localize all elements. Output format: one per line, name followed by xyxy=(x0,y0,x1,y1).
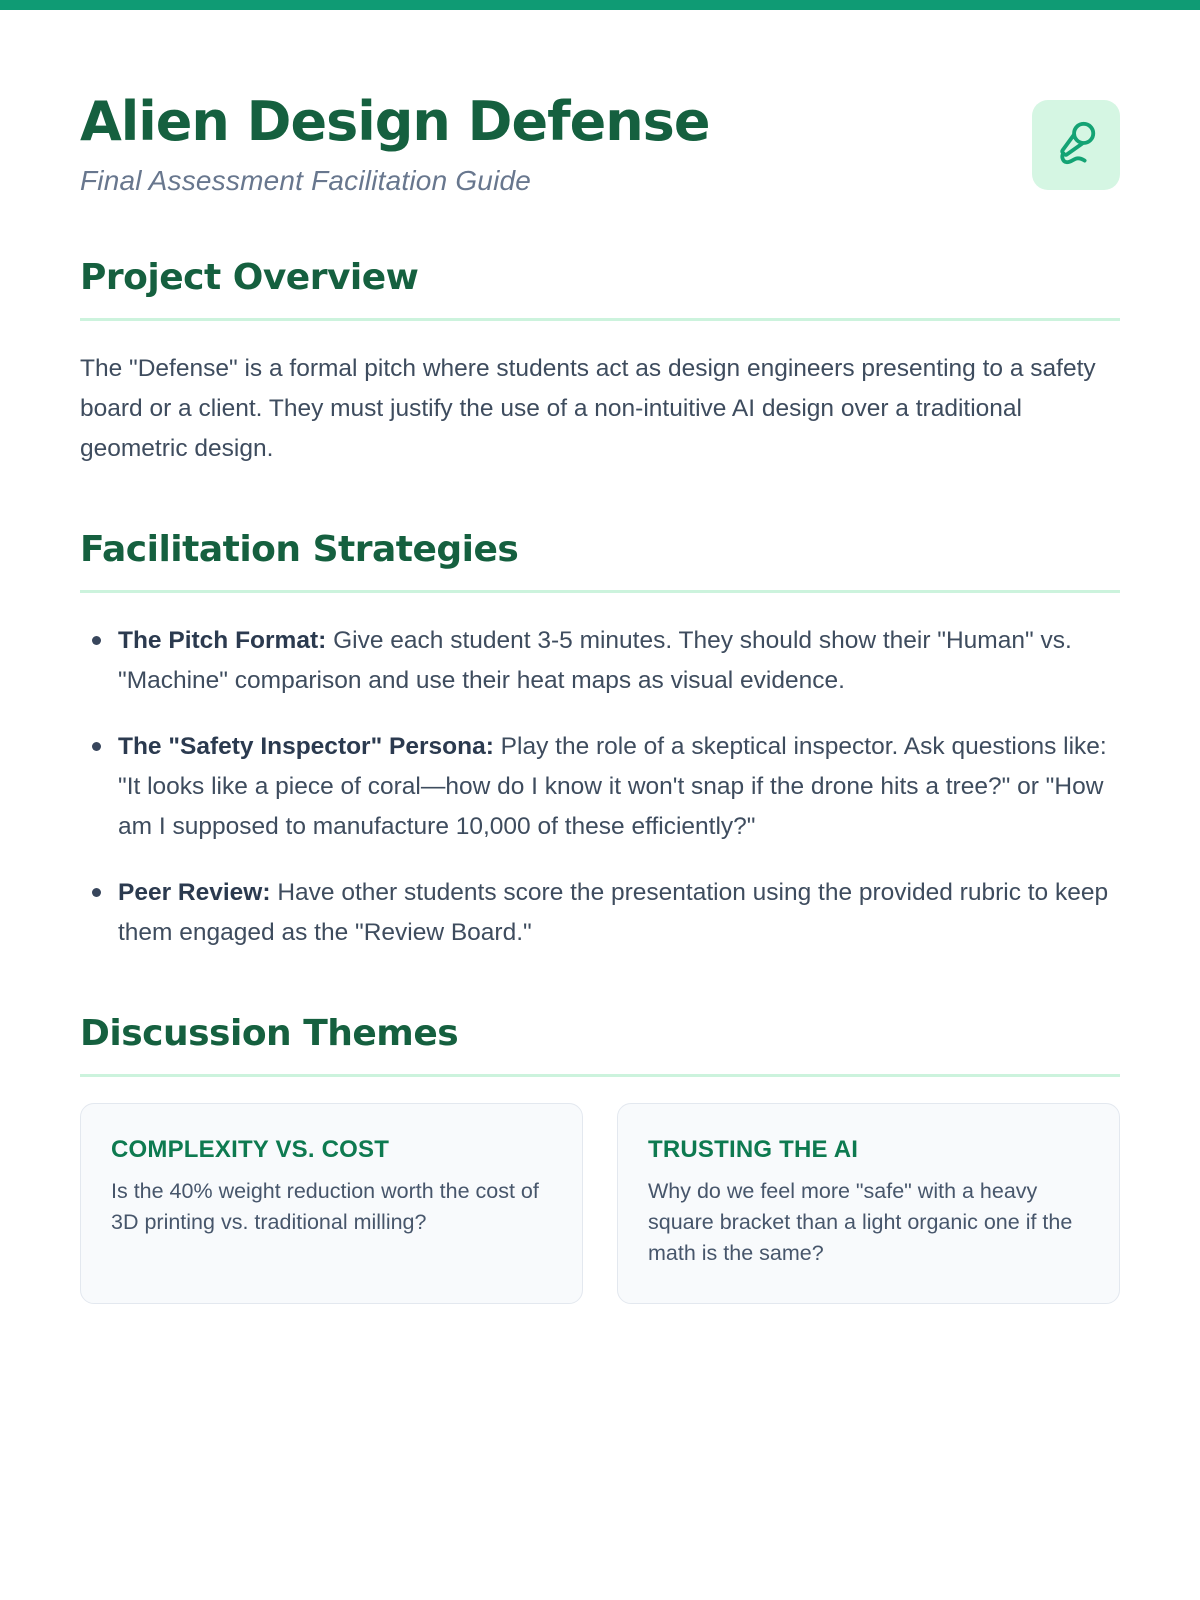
list-item-lead: The "Safety Inspector" Persona: xyxy=(118,733,494,761)
strategies-list xyxy=(80,621,1120,953)
section-facilitation-strategies xyxy=(80,529,1120,953)
section-divider xyxy=(80,590,1120,593)
section-heading-facilitation-strategies: Facilitation Strategies xyxy=(80,529,519,571)
page-subtitle: Final Assessment Facilitation Guide xyxy=(80,165,532,197)
list-item-safety-inspector xyxy=(80,727,1120,847)
section-divider xyxy=(80,318,1120,321)
card-title: COMPLEXITY VS. COST xyxy=(111,1136,390,1164)
card-title: TRUSTING THE AI xyxy=(648,1136,859,1164)
section-heading-project-overview: Project Overview xyxy=(80,257,419,299)
list-item-lead: The Pitch Format: xyxy=(118,627,327,655)
list-item-lead: Peer Review: xyxy=(118,879,271,907)
microphone-icon-badge xyxy=(1032,100,1120,190)
header-titles xyxy=(80,92,709,197)
section-discussion-themes xyxy=(80,1013,1120,1304)
theme-card-grid xyxy=(80,1103,1120,1304)
section-divider xyxy=(80,1074,1120,1077)
list-item-pitch-format xyxy=(80,621,1120,701)
list-item-text: Give each student 3-5 minutes. They should show their "Human" vs. "Machine" comparison and use their heat maps as visual evidence. xyxy=(118,627,1072,695)
document-page xyxy=(0,92,1200,1304)
page-title: Alien Design Defense xyxy=(80,90,710,153)
list-item-text: Play the role of a skeptical inspector. Ask questions like: "It looks like a piece of coral—how do I know it won't snap if the drone hits a tree?" or "How am I supposed to manufacture 10,000 of these efficiently?" xyxy=(118,733,1107,841)
section-heading-discussion-themes: Discussion Themes xyxy=(80,1013,459,1055)
overview-paragraph: The "Defense" is a formal pitch where students act as design engineers presenting to a safety board or a client. They must justify the use of a non-intuitive AI design over a traditional geometric design. xyxy=(80,355,1096,463)
card-body: Why do we feel more "safe" with a heavy square bracket than a light organic one if the math is the same? xyxy=(648,1179,1073,1266)
microphone-icon xyxy=(1053,120,1099,171)
theme-card-complexity-vs-cost xyxy=(80,1103,583,1304)
section-project-overview xyxy=(80,257,1120,469)
card-body: Is the 40% weight reduction worth the cost of 3D printing vs. traditional milling? xyxy=(111,1179,539,1235)
list-item-peer-review xyxy=(80,873,1120,953)
list-item-text: Have other students score the presentation using the provided rubric to keep them engaged as the "Review Board." xyxy=(118,879,1109,947)
document-header xyxy=(80,92,1120,197)
top-accent-bar xyxy=(0,0,1200,10)
theme-card-trusting-the-ai xyxy=(617,1103,1120,1304)
